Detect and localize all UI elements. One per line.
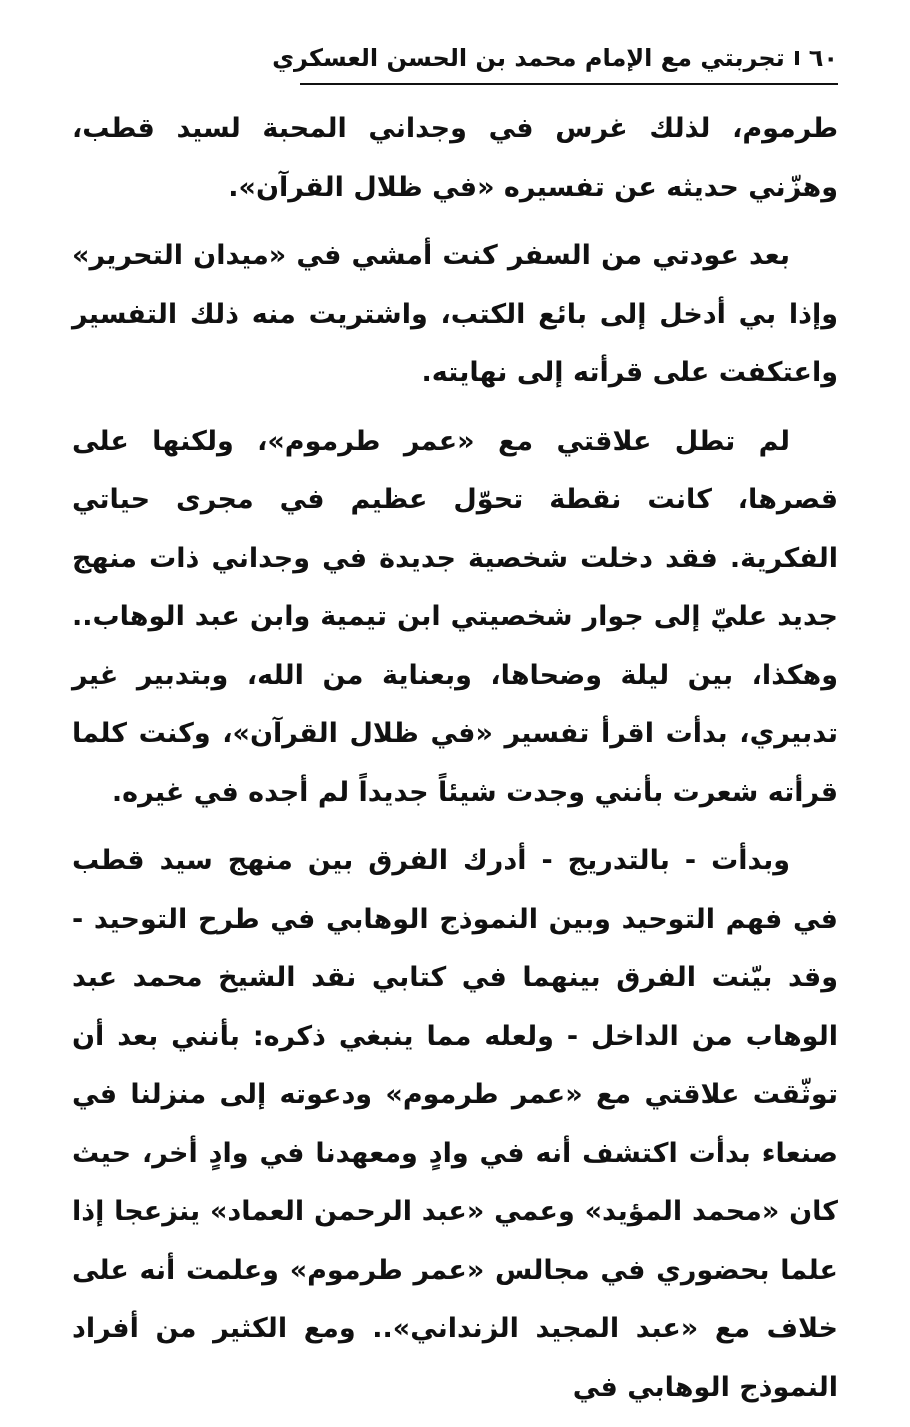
- paragraph: بعد عودتي من السفر كنت أمشي في «ميدان التحرير» وإذا بي أدخل إلى بائع الكتب، واشتريت منه ذلك التفسير واعتكفت على قرأته إلى نهايته.: [72, 240, 838, 388]
- paragraph: وبدأت - بالتدريج - أدرك الفرق بين منهج سيد قطب في فهم التوحيد وبين النموذج الوهابي في طرح التوحيد - وقد بيّنت الفرق بينهما في كتابي نقد الشيخ محمد عبد الوهاب من الداخل - ولعله مما ينبغي ذكره: بأنني بعد أن توثّقت علاقتي مع «عمر طرموم» ودعوته إلى منزلنا في صنعاء بدأت اكتشف أنه في وادٍ ومعهدنا في وادٍ أخر، حيث كان «محمد المؤيد» وعمي «عبد الرحمن العماد» ينزعجا إذا علما بحضوري في مجالس «عمر طرموم» وعلمت أنه على خلاف مع «عبد المجيد الزنداني».. ومع الكثير من أفراد النموذج الوهابي في: [72, 845, 838, 1403]
- paragraph: لم تطل علاقتي مع «عمر طرموم»، ولكنها على قصرها، كانت نقطة تحوّل عظيم في مجرى حياتي الفكرية. فقد دخلت شخصية جديدة في وجداني ذات منهج جديد عليّ إلى جوار شخصيتي ابن تيمية وابن عبد الوهاب.. وهكذا، بين ليلة وضحاها، وبعناية من الله، وبتدبير غير تدبيري، بدأت اقرأ تفسير «في ظلال القرآن»، وكنت كلما قرأته شعرت بأنني وجدت شيئاً جديداً لم أجده في غيره.: [72, 425, 838, 808]
- page-number: ٦٠: [808, 44, 838, 72]
- header-rule: [300, 83, 838, 85]
- square-icon: [795, 51, 799, 65]
- body-text: [72, 100, 838, 1427]
- page-header: [272, 36, 838, 80]
- header-title: تجربتي مع الإمام محمد بن الحسن العسكري: [272, 44, 785, 72]
- paragraph: طرموم، لذلك غرس في وجداني المحبة لسيد قطب، وهزّني حديثه عن تفسيره «في ظلال القرآن».: [72, 113, 838, 203]
